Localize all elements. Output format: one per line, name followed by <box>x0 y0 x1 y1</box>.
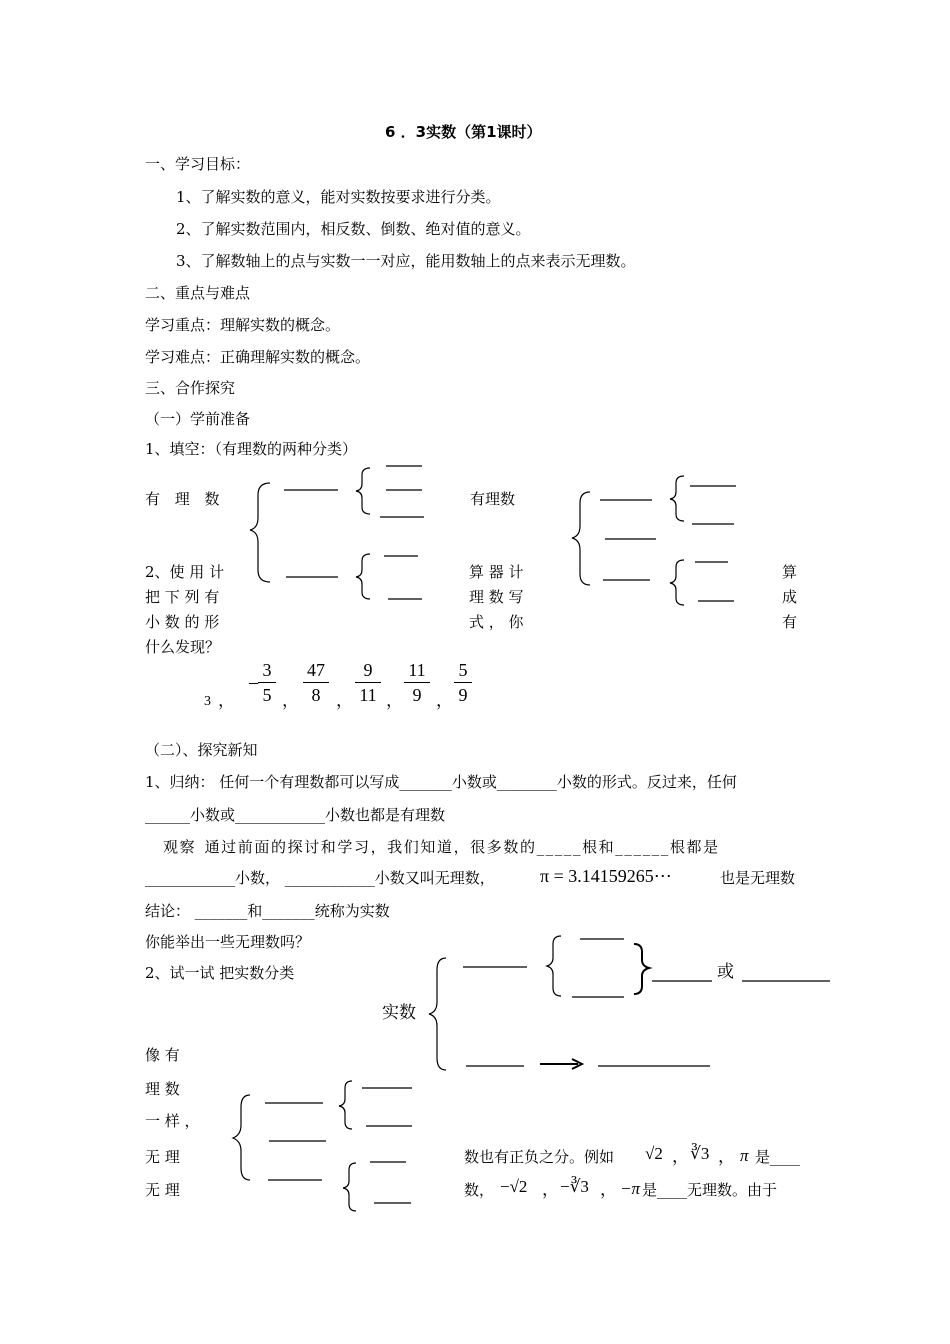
q2-left-line-2: 把 下 列 有 <box>145 588 220 606</box>
bottom-left-3: 一 样 ， <box>145 1112 200 1130</box>
sqrt-2: √2 <box>645 1144 663 1163</box>
observe-line-1: 观察 通过前面的探讨和学习，我们知道，很多数的_____根和______根都是 <box>163 838 720 856</box>
fraction-1-numerator: 3 <box>262 660 272 680</box>
fraction-1-sign: − <box>248 673 260 695</box>
fraction-2-denominator: 8 <box>311 685 321 705</box>
q2-right-line-1: 算 <box>782 563 798 581</box>
subsection-1-heading: （一）学前准备 <box>145 410 251 428</box>
objective-1: 1、了解实数的意义，能对实数按要求进行分类。 <box>176 188 501 206</box>
comma-5: ， <box>672 1147 689 1166</box>
comma-4: ， <box>436 691 453 710</box>
comma-0: ， <box>218 691 235 710</box>
comma-7: ， <box>542 1180 559 1199</box>
or-label: 或 <box>717 962 734 982</box>
q2-mid-line-3: 式 ， 你 <box>469 613 524 631</box>
real-number-label: 实数 <box>382 1003 416 1023</box>
question-2-classify: 2、试一试 把实数分类 <box>145 964 295 982</box>
q2-right-line-2: 成 <box>782 588 798 606</box>
left-sub-brace-2 <box>356 554 370 599</box>
subsection-2-heading: （二）、探究新知 <box>145 741 258 759</box>
bottom-sub-brace-2 <box>343 1163 356 1211</box>
fraction-5-numerator: 5 <box>458 660 468 680</box>
sign-text-4: 是____无理数。由于 <box>642 1181 778 1199</box>
fraction-3-denominator: 11 <box>359 685 377 705</box>
fraction-1-denominator: 5 <box>262 685 272 705</box>
sign-text-1: 数也有正负之分。例如 <box>464 1148 615 1166</box>
number-3: 3 <box>204 694 211 709</box>
bottom-main-brace <box>233 1095 250 1180</box>
fraction-3-numerator: 9 <box>363 660 373 680</box>
question-1: 1、填空：（有理数的两种分类） <box>145 440 358 458</box>
real-right-brace <box>634 944 649 994</box>
ask-irrational: 你能举出一些无理数吗？ <box>145 933 311 951</box>
left-main-brace <box>250 483 270 582</box>
fraction-5-denominator: 9 <box>458 685 468 705</box>
pi-symbol: π <box>740 1146 749 1165</box>
real-sub-brace <box>547 936 561 996</box>
objective-2: 2、了解实数范围内，相反数、倒数、绝对值的意义。 <box>176 220 531 238</box>
comma-8: ， <box>600 1180 617 1199</box>
q2-left-line-3: 小 数 的 形 <box>145 613 220 631</box>
real-main-brace <box>429 958 446 1070</box>
q2-mid-line-1: 算 器 计 <box>469 563 524 581</box>
neg-sqrt-2: −√2 <box>500 1177 528 1196</box>
section-1-heading: 一、学习目标： <box>145 155 251 173</box>
observe-line-2b: 也是无理数 <box>720 869 796 887</box>
comma-6: ， <box>718 1147 735 1166</box>
q2-left-line-4: 什么发现？ <box>145 638 221 656</box>
left-sub-brace-1 <box>356 468 370 514</box>
pi-expression: π = 3.14159265⋯ <box>540 866 672 886</box>
section-2-heading: 二、重点与难点 <box>145 284 251 302</box>
q2-mid-line-2: 理 数 写 <box>469 588 524 606</box>
objective-3: 3、了解数轴上的点与实数一一对应，能用数轴上的点来表示无理数。 <box>176 252 636 270</box>
comma-3: ， <box>386 691 403 710</box>
key-point: 学习重点：理解实数的概念。 <box>145 316 341 334</box>
induction-line-1: 1、归纳： 任何一个有理数都可以写成_______小数或________小数的形式。反过来，任何 <box>145 773 737 791</box>
observe-line-2a: ____________小数， ____________小数又叫无理数， <box>145 869 495 887</box>
bottom-left-1: 像 有 <box>145 1046 180 1064</box>
right-sub-brace-2 <box>670 560 684 605</box>
fraction-4-numerator: 11 <box>408 660 426 680</box>
comma-2: ， <box>336 691 353 710</box>
right-sub-brace-1 <box>670 476 684 521</box>
fraction-2-numerator: 47 <box>307 660 325 680</box>
q2-left-line-1: 2、使 用 计 <box>145 563 225 581</box>
rational-label-left: 有 理 数 <box>145 490 220 508</box>
induction-line-2: ______小数或____________小数也都是有理数 <box>145 806 446 824</box>
neg-cbrt-3: −∛3 <box>560 1177 589 1196</box>
difficulty-point: 学习难点：正确理解实数的概念。 <box>145 348 371 366</box>
bottom-left-5: 无 理 <box>145 1181 180 1199</box>
section-3-heading: 三、合作探究 <box>145 379 236 397</box>
cbrt-3: ∛3 <box>690 1144 710 1163</box>
sign-text-3: 数， <box>464 1181 495 1199</box>
sign-text-2: 是____ <box>755 1148 801 1166</box>
q2-right-line-3: 有 <box>782 613 798 631</box>
fraction-4-denominator: 9 <box>412 685 422 705</box>
right-main-brace <box>572 492 590 585</box>
neg-pi: −π <box>620 1179 640 1198</box>
comma-1: ， <box>282 691 299 710</box>
rational-label-right: 有理数 <box>470 490 516 508</box>
page-title: 6 ．3实数（第1课时） <box>385 123 542 141</box>
conclusion: 结论： _______和_______统称为实数 <box>145 902 390 920</box>
bottom-left-2: 理 数 <box>145 1080 180 1098</box>
bottom-left-4: 无 理 <box>145 1148 180 1166</box>
bottom-sub-brace-1 <box>339 1081 352 1129</box>
